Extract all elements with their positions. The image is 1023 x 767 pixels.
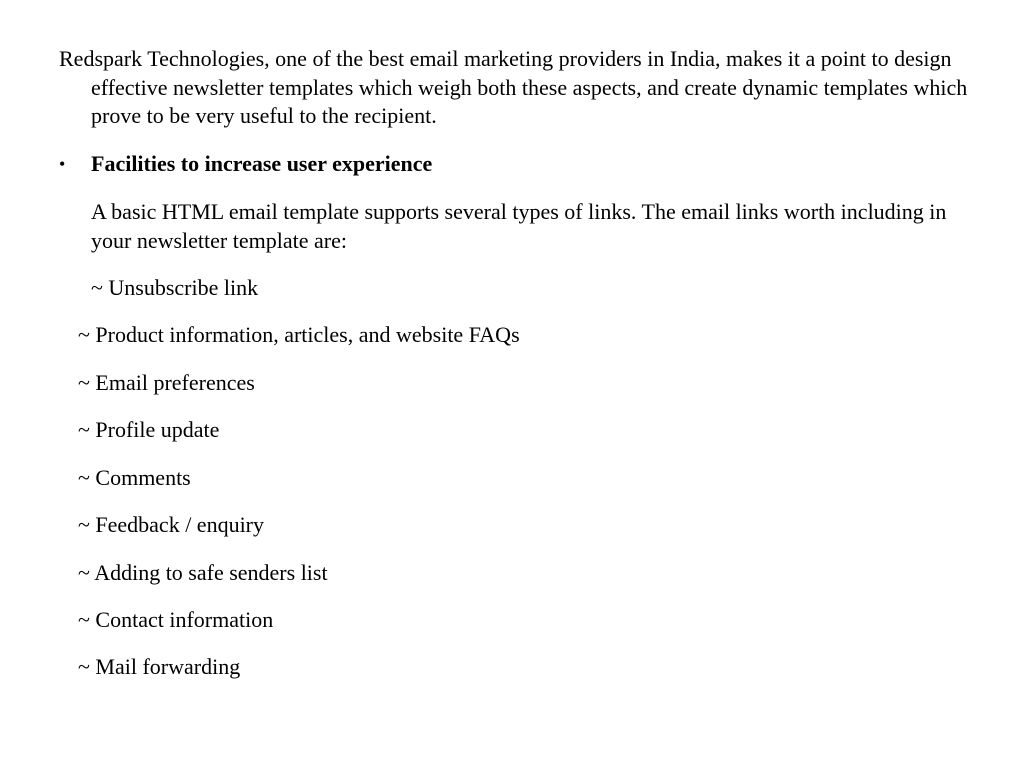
bullet-heading: Facilities to increase user experience bbox=[91, 151, 433, 176]
link-list-item: ~ Unsubscribe link bbox=[91, 275, 259, 300]
link-list-item: ~ Email preferences bbox=[78, 370, 255, 395]
link-list-item: ~ Mail forwarding bbox=[78, 654, 241, 679]
intro-paragraph: Redspark Technologies, one of the best email marketing providers in India, makes it a point to design effective newsletter templates which weigh both these aspects, and create dynamic templates which prove to be very useful to the recipient. bbox=[59, 46, 968, 128]
links-intro-paragraph: A basic HTML email template supports several types of links. The email links worth including in your newsletter template are: bbox=[91, 199, 947, 253]
link-list-item: ~ Comments bbox=[78, 465, 191, 490]
link-list-item: ~ Feedback / enquiry bbox=[78, 512, 265, 537]
link-list-item: ~ Product information, articles, and website FAQs bbox=[78, 322, 520, 347]
link-list-item: ~ Adding to safe senders list bbox=[78, 560, 328, 585]
link-list-item: ~ Profile update bbox=[78, 417, 220, 442]
link-list-item: ~ Contact information bbox=[78, 607, 274, 632]
bullet-dot-icon: • bbox=[59, 154, 66, 174]
